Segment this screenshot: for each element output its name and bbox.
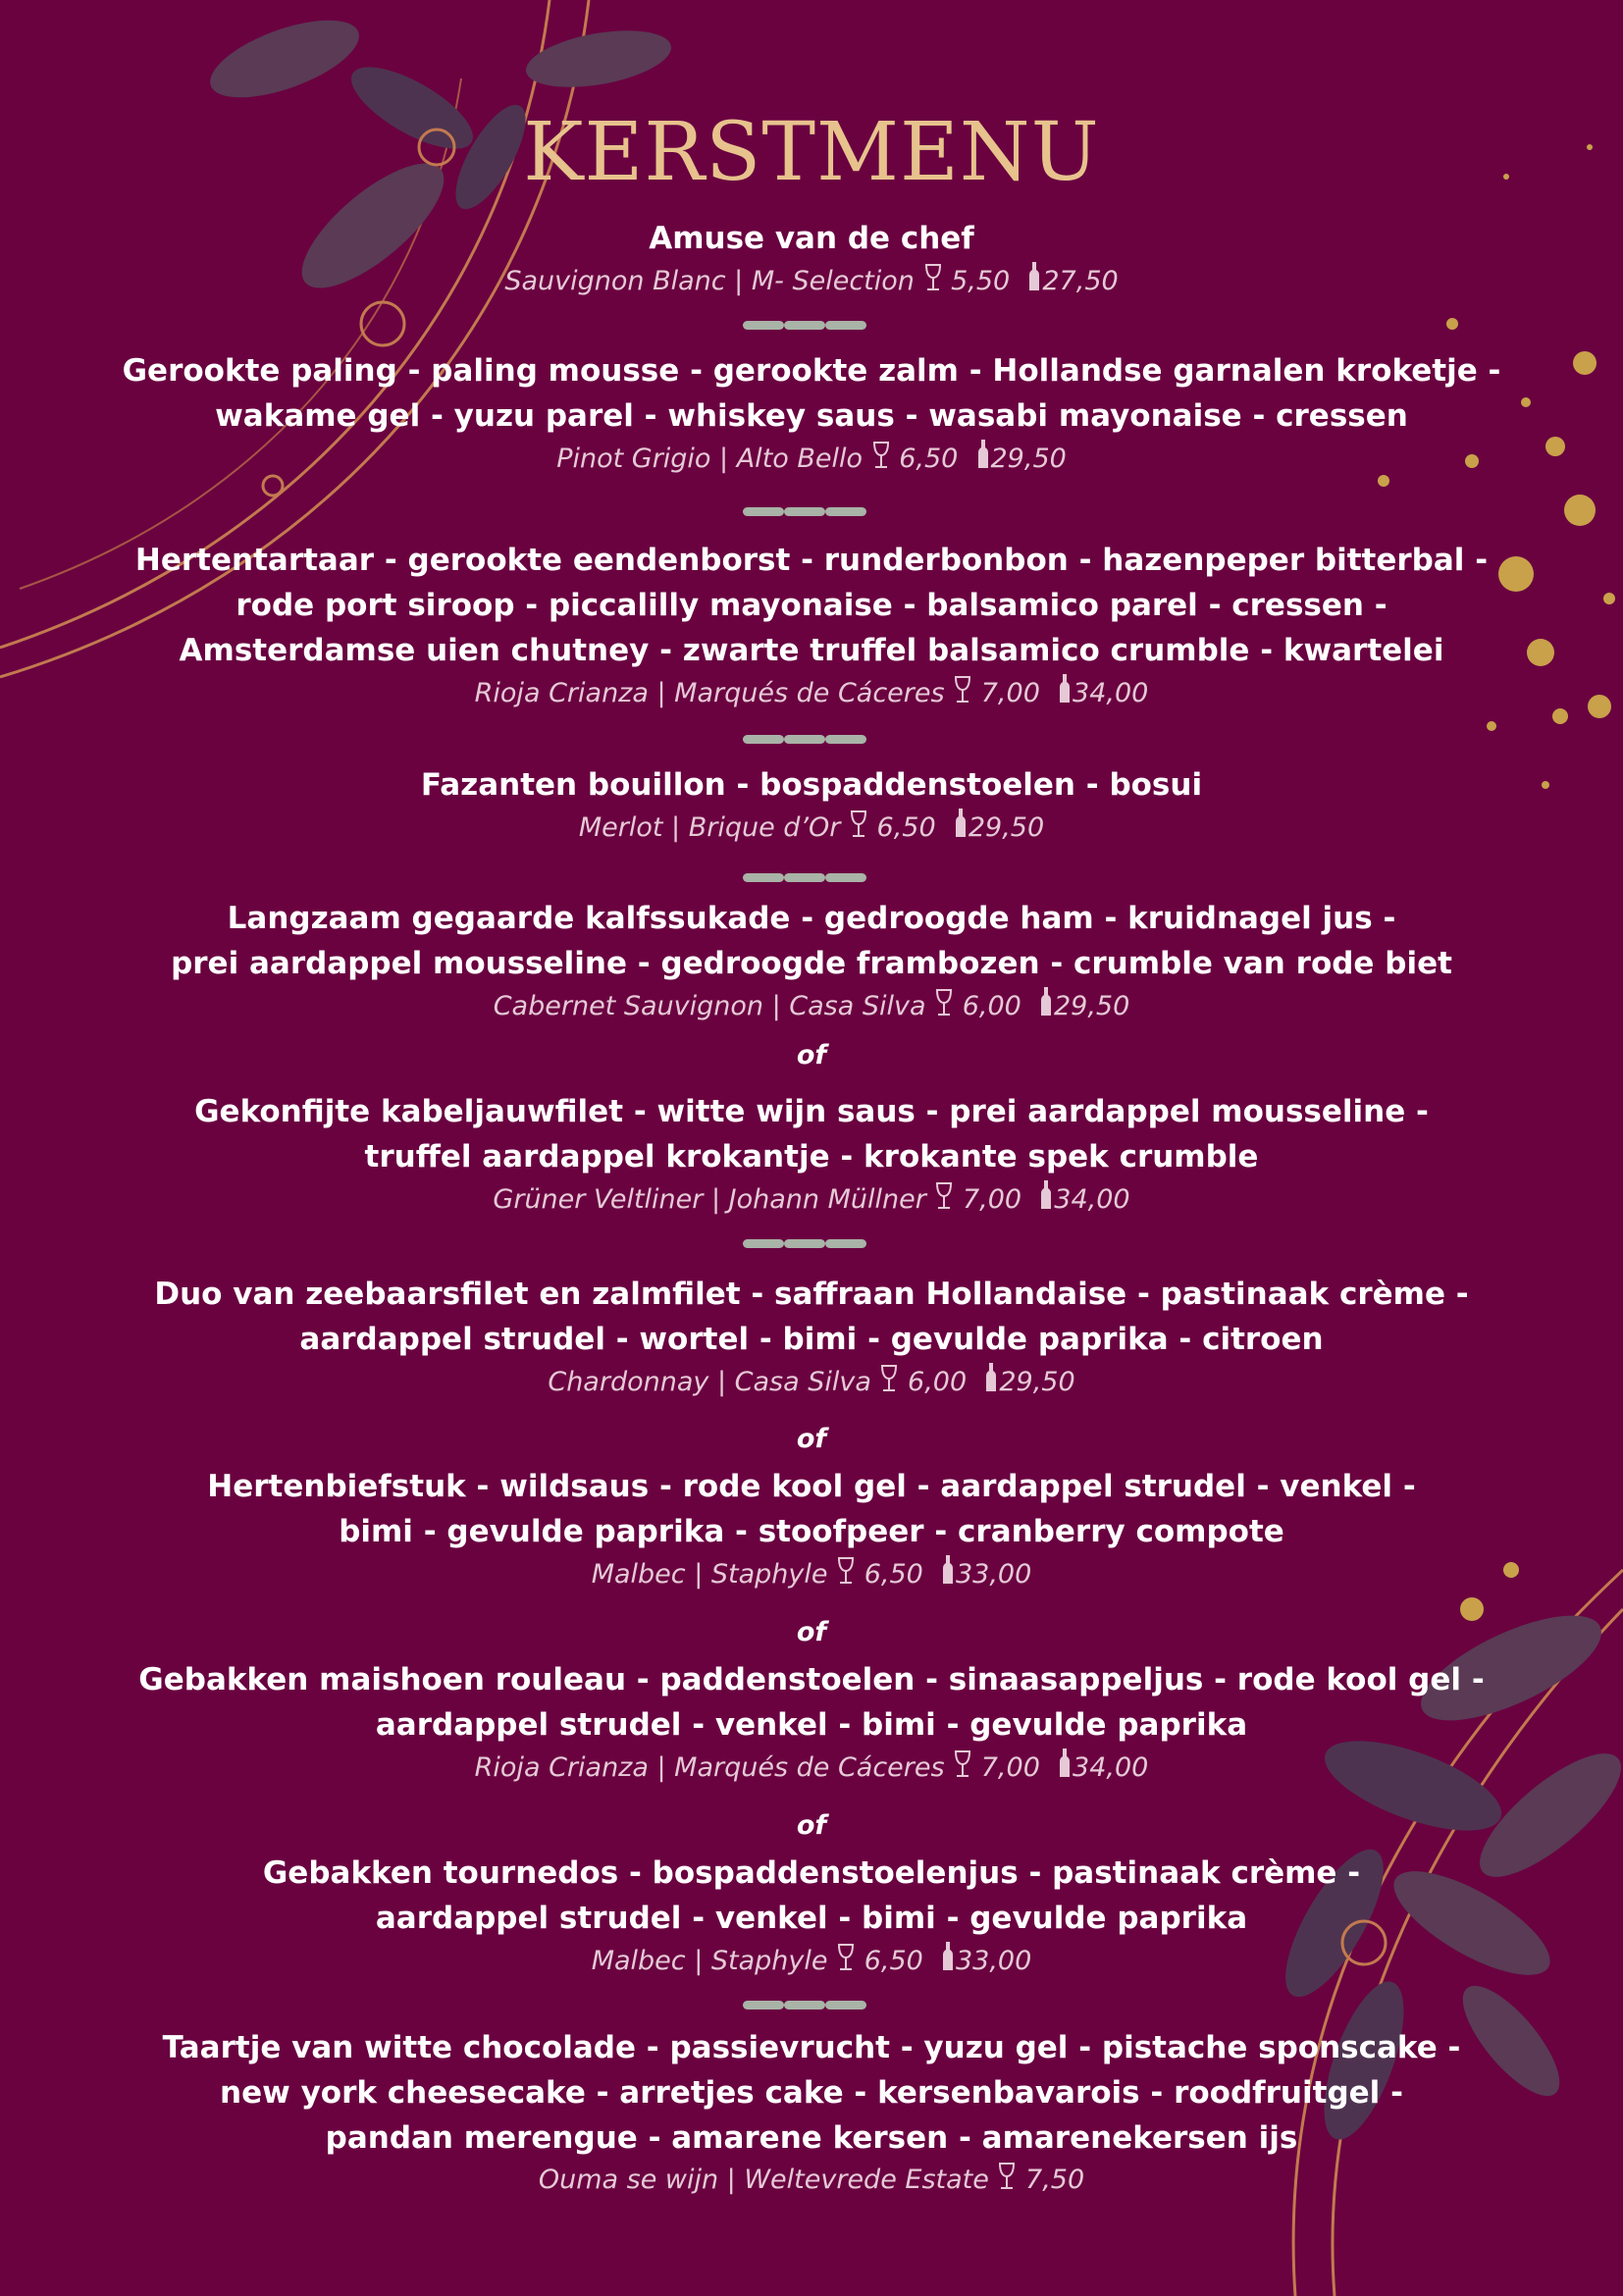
or-divider: of — [796, 1617, 827, 1647]
wine-pairing — [0, 261, 1623, 301]
course-8 — [0, 1464, 1623, 1594]
course-dish-line: Duo van zeebaarsfilet en zalmfilet - saffraan Hollandaise - pastinaak crème - — [154, 1277, 1469, 1312]
wine-name: Cabernet Sauvignon | Casa Silva — [493, 991, 935, 1021]
course-6 — [0, 1089, 1623, 1220]
wine-name: Rioja Crianza | Marqués de Cáceres — [474, 1752, 954, 1783]
bottle-price: 27,50 — [1042, 266, 1119, 296]
glass-price: 6,50 — [856, 1946, 923, 1976]
course-dish-line: Fazanten bouillon - bospaddenstoelen - bosui — [420, 767, 1203, 803]
course-dish-line: truffel aardappel krokantje - krokante spek crumble — [364, 1139, 1259, 1174]
wine-bottle-icon — [940, 1941, 956, 1972]
course-dish-line: Gebakken tournedos - bospaddenstoelenjus - pastinaak crème - — [262, 1855, 1361, 1891]
course-dish-line: aardappel strudel - venkel - bimi - gevulde paprika — [375, 1901, 1248, 1936]
wine-bottle-icon — [1038, 986, 1054, 1018]
bottle-price: 33,00 — [955, 1946, 1032, 1976]
bottle-price: 29,50 — [990, 444, 1067, 474]
course-dish-line: Langzaam gegaarde kalfssukade - gedroogde ham - kruidnagel jus - — [227, 901, 1396, 936]
course-dish-line: Hertenbiefstuk - wildsaus - rode kool gel - aardappel strudel - venkel - — [207, 1469, 1416, 1504]
wine-pairing — [0, 1362, 1623, 1402]
wine-glass-icon — [934, 1181, 954, 1211]
course-dish-line: rode port siroop - piccalilly mayonaise - balsamico parel - cressen - — [236, 588, 1387, 623]
course-dish-line: Taartje van witte chocolade - passievrucht - yuzu gel - pistache sponscake - — [162, 2030, 1461, 2065]
wine-glass-icon — [879, 1364, 899, 1393]
course-3 — [0, 538, 1623, 713]
glass-price: 7,00 — [954, 1184, 1022, 1215]
wine-name: Malbec | Staphyle — [591, 1559, 837, 1590]
wine-glass-icon — [953, 1749, 972, 1779]
wine-name: Pinot Grigio | Alto Bello — [556, 444, 871, 474]
wine-pairing — [0, 1748, 1623, 1788]
wine-pairing — [0, 1941, 1623, 1981]
bottle-price: 34,00 — [1054, 1184, 1130, 1215]
bottle-price: 33,00 — [955, 1559, 1032, 1590]
bottle-price: 34,00 — [1073, 678, 1149, 708]
wine-bottle-icon — [1057, 1748, 1073, 1779]
wine-glass-icon — [849, 809, 868, 839]
bottle-price: 29,50 — [968, 812, 1045, 843]
wine-name: Merlot | Brique d’Or — [578, 812, 849, 843]
course-dish-line: bimi - gevulde paprika - stoofpeer - cranberry compote — [339, 1514, 1284, 1549]
course-10 — [0, 1851, 1623, 1981]
wine-glass-icon — [836, 1943, 856, 1972]
course-9 — [0, 1657, 1623, 1788]
wine-name: Grüner Veltliner | Johann Müllner — [493, 1184, 935, 1215]
course-11 — [0, 2025, 1623, 2200]
or-divider: of — [796, 1040, 827, 1070]
or-divider: of — [796, 1810, 827, 1841]
course-dish-line: Gebakken maishoen rouleau - paddenstoelen - sinaasappeljus - rode kool gel - — [138, 1662, 1485, 1697]
course-dish-line: Hertentartaar - gerookte eendenborst - runderbonbon - hazenpeper bitterbal - — [134, 543, 1489, 578]
wine-pairing — [0, 1554, 1623, 1594]
wine-name: Malbec | Staphyle — [591, 1946, 837, 1976]
course-5 — [0, 896, 1623, 1026]
course-dish-line: Amuse van de chef — [649, 221, 974, 256]
course-separator — [743, 321, 866, 330]
wine-bottle-icon — [1057, 673, 1073, 704]
course-separator — [743, 873, 866, 882]
course-dish-line: prei aardappel mousseline - gedroogde frambozen - crumble van rode biet — [171, 946, 1452, 981]
wine-glass-icon — [934, 988, 954, 1018]
course-separator — [743, 507, 866, 516]
wine-pairing — [0, 439, 1623, 479]
bottle-price: 29,50 — [999, 1367, 1075, 1397]
course-dish-line: new york cheesecake - arretjes cake - kersenbavarois - roodfruitgel - — [220, 2075, 1403, 2111]
glass-price: 7,00 — [972, 678, 1040, 708]
glass-price: 7,50 — [1017, 2165, 1085, 2195]
course-dish-line: Gerookte paling - paling mousse - gerookte zalm - Hollandse garnalen kroketje - — [122, 353, 1501, 389]
glass-price: 6,00 — [954, 991, 1021, 1021]
wine-glass-icon — [923, 263, 943, 292]
bottle-price: 29,50 — [1053, 991, 1130, 1021]
wine-name: Chardonnay | Casa Silva — [548, 1367, 880, 1397]
course-separator — [743, 1239, 866, 1248]
wine-name: Sauvignon Blanc | M- Selection — [504, 266, 923, 296]
wine-glass-icon — [871, 441, 891, 470]
glass-price: 6,50 — [856, 1559, 923, 1590]
wine-pairing — [0, 986, 1623, 1026]
or-divider: of — [796, 1424, 827, 1454]
wine-name: Rioja Crianza | Marqués de Cáceres — [474, 678, 954, 708]
wine-glass-icon — [997, 2162, 1017, 2191]
glass-price: 7,00 — [972, 1752, 1040, 1783]
course-dish-line: aardappel strudel - venkel - bimi - gevulde paprika — [375, 1707, 1248, 1743]
course-7 — [0, 1272, 1623, 1402]
course-2 — [0, 348, 1623, 479]
wine-glass-icon — [953, 675, 972, 704]
wine-pairing — [0, 673, 1623, 713]
course-dish-line: Amsterdamse uien chutney - zwarte truffel balsamico crumble - kwartelei — [179, 633, 1444, 668]
wine-bottle-icon — [1038, 1179, 1054, 1211]
course-1 — [0, 216, 1623, 301]
glass-price: 5,50 — [942, 266, 1011, 296]
wine-pairing — [0, 1179, 1623, 1220]
course-4 — [0, 762, 1623, 848]
wine-bottle-icon — [975, 439, 991, 470]
wine-pairing — [0, 808, 1623, 848]
course-dish-line: wakame gel - yuzu parel - whiskey saus - wasabi mayonaise - cressen — [215, 398, 1408, 434]
menu-title: KERSTMENU — [523, 106, 1100, 199]
course-dish-line: Gekonfijte kabeljauwfilet - witte wijn saus - prei aardappel mousseline - — [194, 1094, 1429, 1129]
wine-bottle-icon — [953, 808, 969, 839]
wine-pairing — [0, 2161, 1623, 2200]
course-separator — [743, 735, 866, 744]
wine-bottle-icon — [1026, 261, 1042, 292]
wine-name: Ouma se wijn | Weltevrede Estate — [538, 2165, 998, 2195]
glass-price: 6,00 — [899, 1367, 968, 1397]
bottle-price: 34,00 — [1073, 1752, 1149, 1783]
glass-price: 6,50 — [867, 812, 936, 843]
glass-price: 6,50 — [890, 444, 959, 474]
wine-glass-icon — [836, 1556, 856, 1586]
wine-bottle-icon — [983, 1362, 999, 1393]
course-dish-line: aardappel strudel - wortel - bimi - gevulde paprika - citroen — [299, 1322, 1324, 1357]
course-separator — [743, 2001, 866, 2009]
wine-bottle-icon — [940, 1554, 956, 1586]
course-dish-line: pandan merengue - amarene kersen - amarenekersen ijs — [325, 2120, 1298, 2156]
